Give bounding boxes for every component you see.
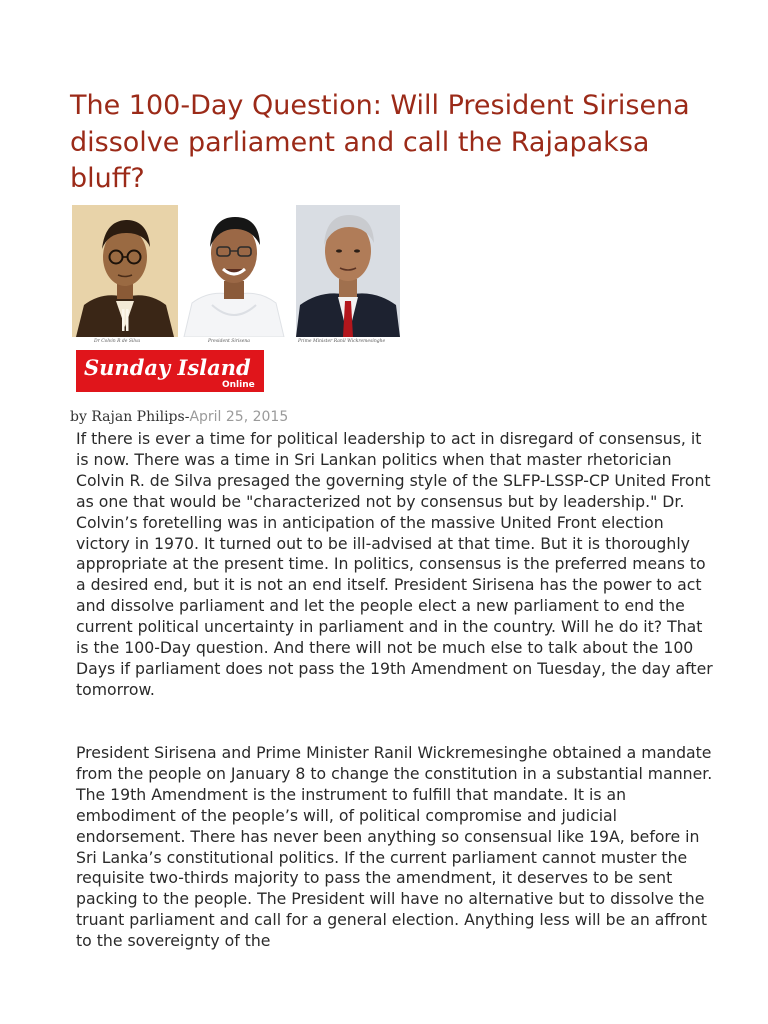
svg-text:Sunday Island: Sunday Island [84,355,251,380]
article-paragraph-1: If there is ever a time for political leadership to act in disregard of consensus, it is now. There was a time in Sri Lankan politics when that master rhetorician Colvin R. de Silva presaged the governing style of the SLFP-LSSP-CP United Front as one that would be "characterized not by consensus but by leadership." Dr. Colvin’s foretelling was in anticipation of the massive United Front election victory in 1970. It turned out to be ill-advised at that time. But it is thoroughly appropriate at the present time. In politics, consensus is the preferred means to a desired end, but it is not an end itself. President Sirisena has the power to act and dissolve parliament and let the people elect a new parliament to end the current political uncertainty in parliament and in the country. Will he do it? That is the 100-Day question. And there will not be much else to talk about the 100 Days if parliament does not pass the 19th Amendment on Tuesday, the day after tomorrow. [76,429,713,699]
byline-separator: - [184,409,190,425]
portrait-caption-2: President Sirisena [208,339,250,344]
portrait-caption-3: Prime Minister Ranil Wickremesinghe [298,339,386,344]
byline [70,409,288,425]
author-name: by Rajan Philips [70,409,185,425]
portrait-president-sirisena-image [182,205,286,337]
portraits-photo-strip [72,205,402,347]
svg-text:Online: Online [222,380,255,390]
article-title: The 100-Day Question: Will President Sirisena dissolve parliament and call the Rajapaksa bluff? [70,90,690,194]
publish-date: April 25, 2015 [189,409,289,425]
portrait-ranil-wickremesinghe-image [296,205,400,337]
portrait-caption-1: Dr Colvin R de Silva [94,339,141,344]
sunday-island-logo [76,350,264,392]
portrait-colvin-de-silva-image [72,205,178,337]
article-paragraph-2: President Sirisena and Prime Minister Ranil Wickremesinghe obtained a mandate from the people on January 8 to change the constitution in a substantial manner. The 19th Amendment is the instrument to fulfill that mandate. It is an embodiment of the people’s will, of political compromise and judicial endorsement. There has never been anything so consensual like 19A, before in Sri Lanka’s constitutional politics. If the current parliament cannot muster the requisite two-thirds majority to pass the amendment, it deserves to be sent packing to the people. The President will have no alternative but to dissolve the truant parliament and call for a general election. Anything less will be an affront to the sovereignty of the [76,743,713,951]
